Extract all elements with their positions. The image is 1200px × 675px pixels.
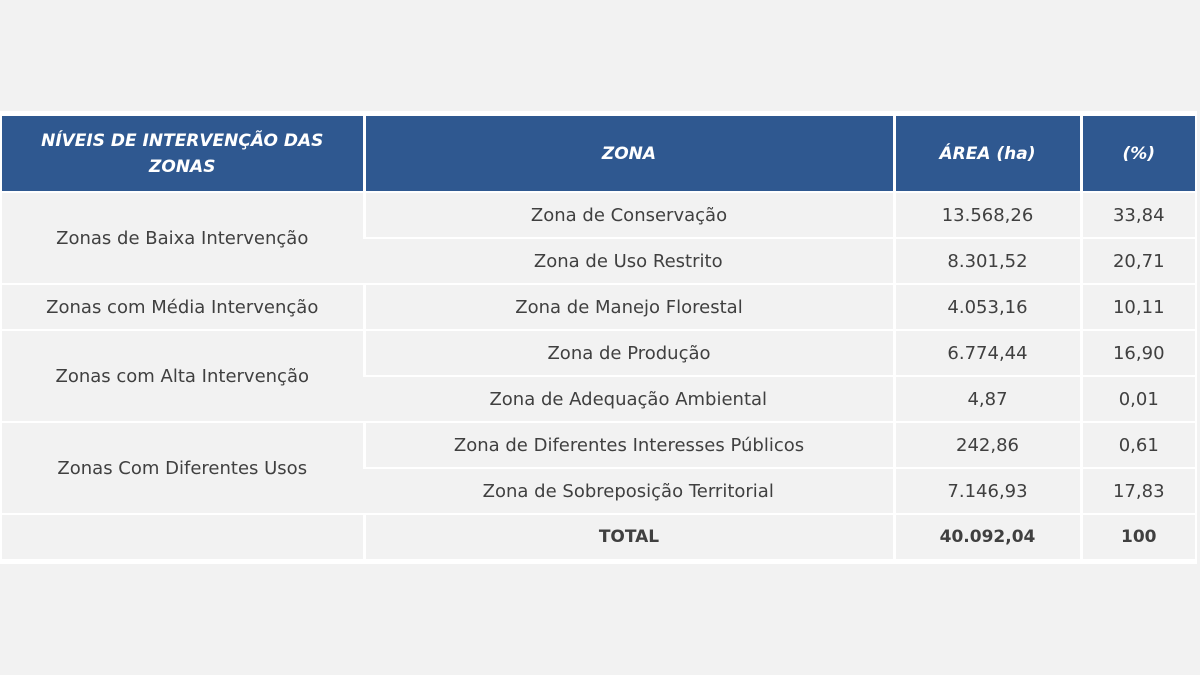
total-area: 40.092,04 [894, 514, 1081, 559]
percent-cell: 16,90 [1081, 330, 1195, 376]
area-cell: 8.301,52 [894, 238, 1081, 284]
zone-name-cell: Zona de Produção [364, 330, 894, 376]
percent-cell: 20,71 [1081, 238, 1195, 284]
zone-name-cell: Zona de Conservação [364, 192, 894, 238]
intervention-level-cell: Zonas de Baixa Intervenção [2, 192, 364, 284]
total-percent: 100 [1081, 514, 1195, 559]
zone-name-cell: Zona de Diferentes Interesses Públicos [364, 422, 894, 468]
zones-table-frame [0, 111, 1197, 564]
percent-cell: 10,11 [1081, 284, 1195, 330]
area-cell: 13.568,26 [894, 192, 1081, 238]
table-row [2, 422, 1195, 468]
percent-cell: 17,83 [1081, 468, 1195, 514]
intervention-level-cell: Zonas Com Diferentes Usos [2, 422, 364, 514]
zone-name-cell: Zona de Adequação Ambiental [364, 376, 894, 422]
header-zone: ZONA [364, 116, 894, 192]
area-cell: 4,87 [894, 376, 1081, 422]
area-cell: 6.774,44 [894, 330, 1081, 376]
total-row [2, 514, 1195, 559]
zone-name-cell: Zona de Sobreposição Territorial [364, 468, 894, 514]
table-row [2, 192, 1195, 238]
header-intervention-levels: NÍVEIS DE INTERVENÇÃO DAS ZONAS [2, 116, 364, 192]
intervention-level-cell: Zonas com Alta Intervenção [2, 330, 364, 422]
percent-cell: 0,01 [1081, 376, 1195, 422]
area-cell: 4.053,16 [894, 284, 1081, 330]
table-header-row [2, 116, 1195, 192]
zone-name-cell: Zona de Manejo Florestal [364, 284, 894, 330]
zone-name-cell: Zona de Uso Restrito [364, 238, 894, 284]
header-area: ÁREA (ha) [894, 116, 1081, 192]
intervention-level-cell: Zonas com Média Intervenção [2, 284, 364, 330]
percent-cell: 0,61 [1081, 422, 1195, 468]
total-empty-cell [2, 514, 364, 559]
area-cell: 242,86 [894, 422, 1081, 468]
table-row [2, 330, 1195, 376]
header-percent: (%) [1081, 116, 1195, 192]
area-cell: 7.146,93 [894, 468, 1081, 514]
percent-cell: 33,84 [1081, 192, 1195, 238]
zones-table [2, 116, 1195, 559]
table-row [2, 284, 1195, 330]
total-label: TOTAL [364, 514, 894, 559]
